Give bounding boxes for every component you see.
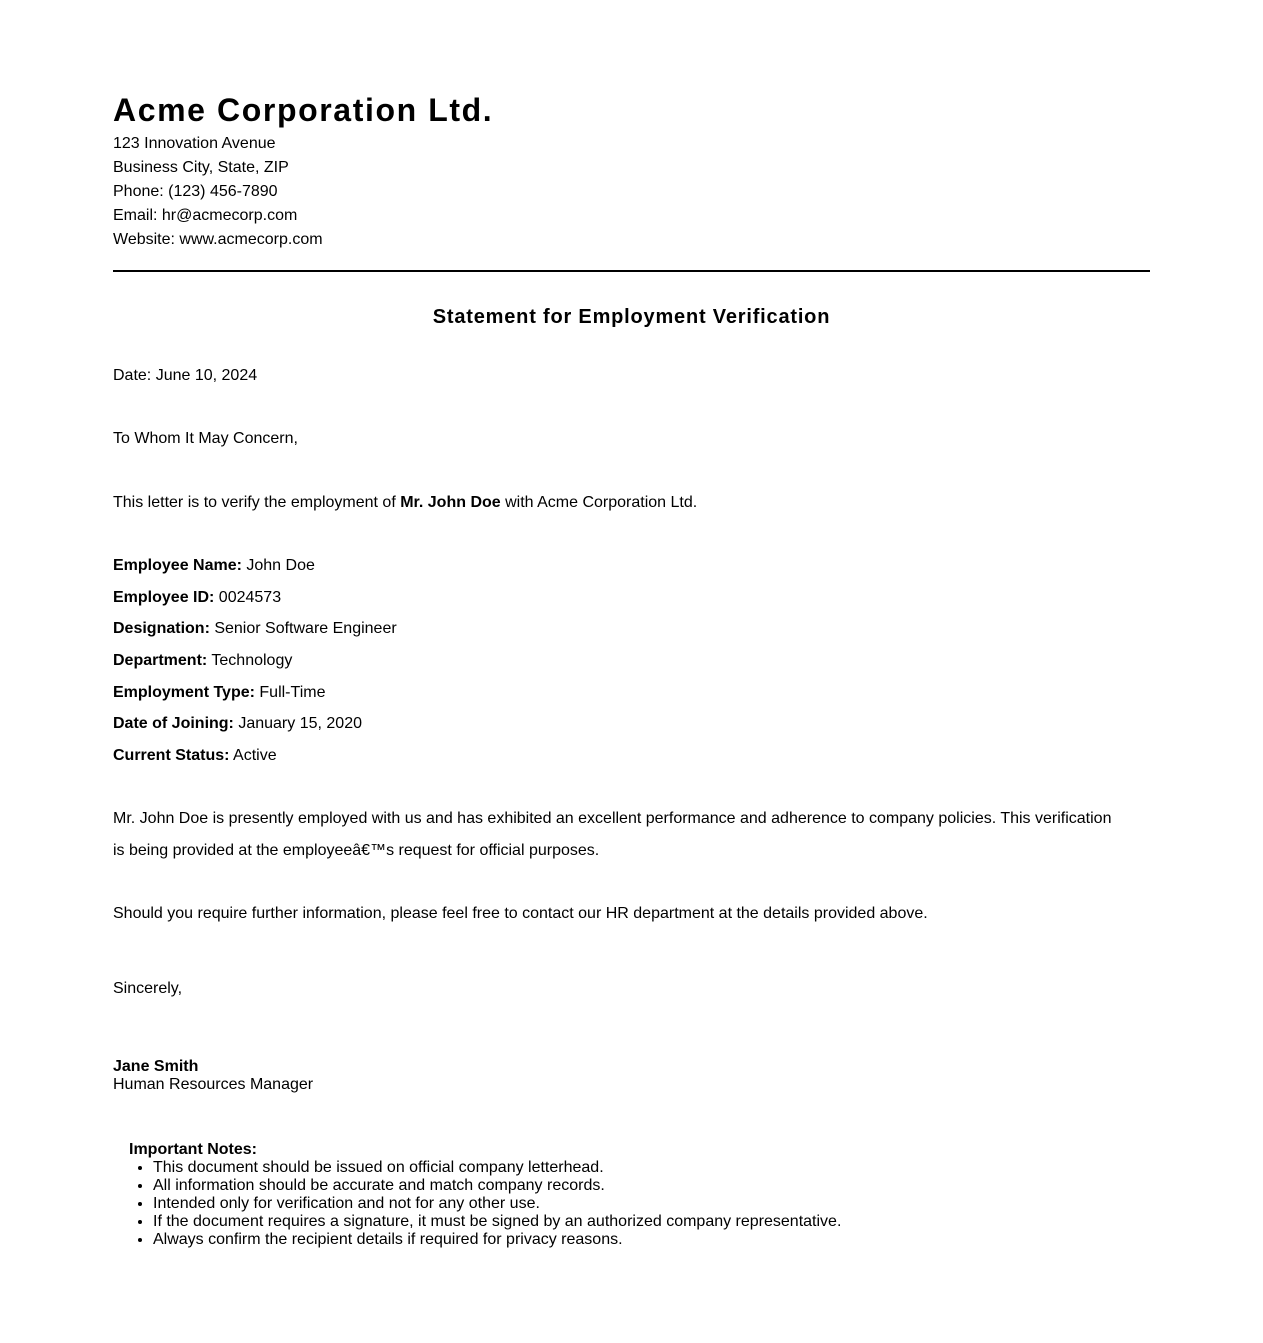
intro-text-before: This letter is to verify the employment of [113, 494, 401, 511]
notes-list-item: • If the document requires a signature, it must be signed by an authorized company representative. [153, 1213, 841, 1231]
notes-list-item: • Always confirm the recipient details if required for privacy reasons. [153, 1231, 841, 1249]
detail-label: Date of Joining: [113, 715, 234, 733]
document-title: Statement for Employment Verification [432, 306, 831, 328]
detail-row-designation [113, 617, 397, 649]
important-notes [129, 1141, 841, 1249]
notes-list-item: • Intended only for verification and not for any other use. [153, 1195, 841, 1213]
detail-row-department [113, 649, 397, 681]
intro-text-after: with Acme Corporation Ltd. [500, 494, 698, 511]
detail-value: Full-Time [254, 683, 326, 701]
notes-list-item: • All information should be accurate and match company records. [153, 1177, 841, 1195]
detail-value: Active [229, 746, 277, 764]
intro-sentence [113, 491, 697, 515]
detail-value: John Doe [241, 557, 315, 574]
company-website: Website: www.acmecorp.com [113, 231, 323, 248]
detail-row-current-status [113, 744, 397, 776]
detail-label: Employment Type: [113, 683, 255, 701]
address-line-1: 123 Innovation Avenue [113, 135, 276, 152]
detail-value: Senior Software Engineer [209, 620, 397, 638]
notes-list-item: • This document should be issued on official company letterhead. [153, 1159, 841, 1177]
body-paragraph-2: Should you require further information, please feel free to contact our HR department at the details provided above. [113, 905, 928, 922]
detail-value: Technology [207, 651, 293, 669]
detail-label: Designation: [113, 620, 210, 638]
salutation: To Whom It May Concern, [113, 430, 298, 447]
signatory-title: Human Resources Manager [113, 1076, 314, 1093]
signatory-name: Jane Smith [113, 1058, 199, 1075]
detail-row-employee-id [113, 586, 397, 618]
detail-row-date-of-joining [113, 712, 397, 744]
company-address-block [113, 132, 323, 252]
letter-date: Date: June 10, 2024 [113, 367, 258, 384]
company-name: Acme Corporation Ltd. [113, 92, 494, 128]
intro-employee-name: Mr. John Doe [400, 494, 501, 511]
closing: Sincerely, [113, 980, 183, 997]
employee-details [113, 554, 397, 776]
notes-heading: Important Notes: [129, 1141, 257, 1158]
company-phone: Phone: (123) 456-7890 [113, 183, 278, 200]
detail-value: 0024573 [214, 588, 282, 606]
header-divider [113, 270, 1150, 272]
detail-label: Employee Name: [113, 557, 242, 574]
detail-row-employment-type [113, 681, 397, 713]
notes-list [129, 1159, 841, 1249]
detail-label: Current Status: [113, 746, 230, 764]
detail-row-employee-name [113, 554, 397, 586]
detail-label: Employee ID: [113, 588, 215, 606]
detail-value: January 15, 2020 [233, 715, 362, 733]
body-paragraph-1: Mr. John Doe is presently employed with us and has exhibited an excellent performance and adherence to company policies. This verification is being provided at the employeeâ€™s request for official purposes. [113, 810, 1112, 859]
company-email: Email: hr@acmecorp.com [113, 207, 298, 224]
detail-label: Department: [113, 651, 208, 669]
address-line-2: Business City, State, ZIP [113, 159, 289, 176]
